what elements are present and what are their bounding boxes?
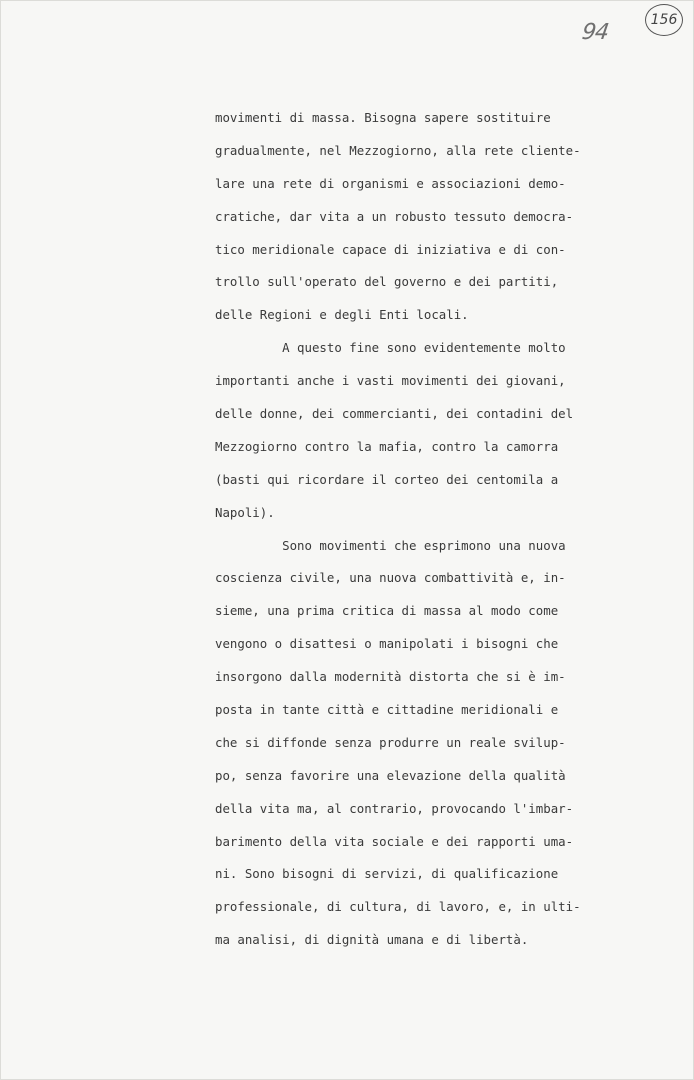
- text-line: po, senza favorire una elevazione della qualità: [215, 767, 566, 783]
- text-line: (basti qui ricordare il corteo dei centomila a: [215, 471, 559, 487]
- text-line: ma analisi, di dignità umana e di libertà.: [215, 932, 529, 948]
- paragraph: [215, 536, 581, 964]
- text-line: A questo fine sono evidentemente molto: [215, 340, 566, 356]
- body-text: [215, 108, 581, 963]
- text-line: coscienza civile, una nuova combattività e, in-: [215, 570, 566, 586]
- paragraph: [215, 338, 575, 535]
- circled-page-number: 156: [645, 4, 683, 36]
- text-line: delle donne, dei commercianti, dei contadini del: [215, 406, 574, 422]
- text-line: sieme, una prima critica di massa al modo come: [215, 603, 559, 619]
- text-line: ni. Sono bisogni di servizi, di qualificazione: [215, 866, 559, 882]
- paragraph: [215, 108, 581, 338]
- text-line: Sono movimenti che esprimono una nuova: [215, 537, 566, 553]
- text-line: insorgono dalla modernità distorta che si è im-: [215, 669, 566, 685]
- text-line: vengono o disattesi o manipolati i bisogni che: [215, 636, 559, 652]
- text-line: della vita ma, al contrario, provocando l'imbar-: [215, 800, 574, 816]
- text-line: delle Regioni e degli Enti locali.: [215, 307, 469, 323]
- text-line: trollo sull'operato del governo e dei partiti,: [215, 274, 559, 290]
- handwritten-page-number: 94: [580, 20, 610, 45]
- text-line: movimenti di massa. Bisogna sapere sostituire: [215, 110, 551, 125]
- text-line: importanti anche i vasti movimenti dei giovani,: [215, 373, 566, 389]
- text-line: cratiche, dar vita a un robusto tessuto democra-: [215, 208, 574, 224]
- text-line: gradualmente, nel Mezzogiorno, alla rete cliente-: [215, 142, 581, 158]
- text-line: lare una rete di organismi e associazioni demo-: [215, 175, 566, 191]
- text-line: barimento della vita sociale e dei rapporti uma-: [215, 833, 574, 849]
- text-line: Mezzogiorno contro la mafia, contro la camorra: [215, 438, 559, 454]
- text-line: che si diffonde senza produrre un reale svilup-: [215, 734, 566, 750]
- text-line: professionale, di cultura, di lavoro, e, in ulti-: [215, 899, 581, 915]
- text-line: Napoli).: [215, 504, 275, 520]
- text-line: tico meridionale capace di iniziativa e di con-: [215, 241, 566, 257]
- text-line: posta in tante città e cittadine meridionali e: [215, 702, 559, 718]
